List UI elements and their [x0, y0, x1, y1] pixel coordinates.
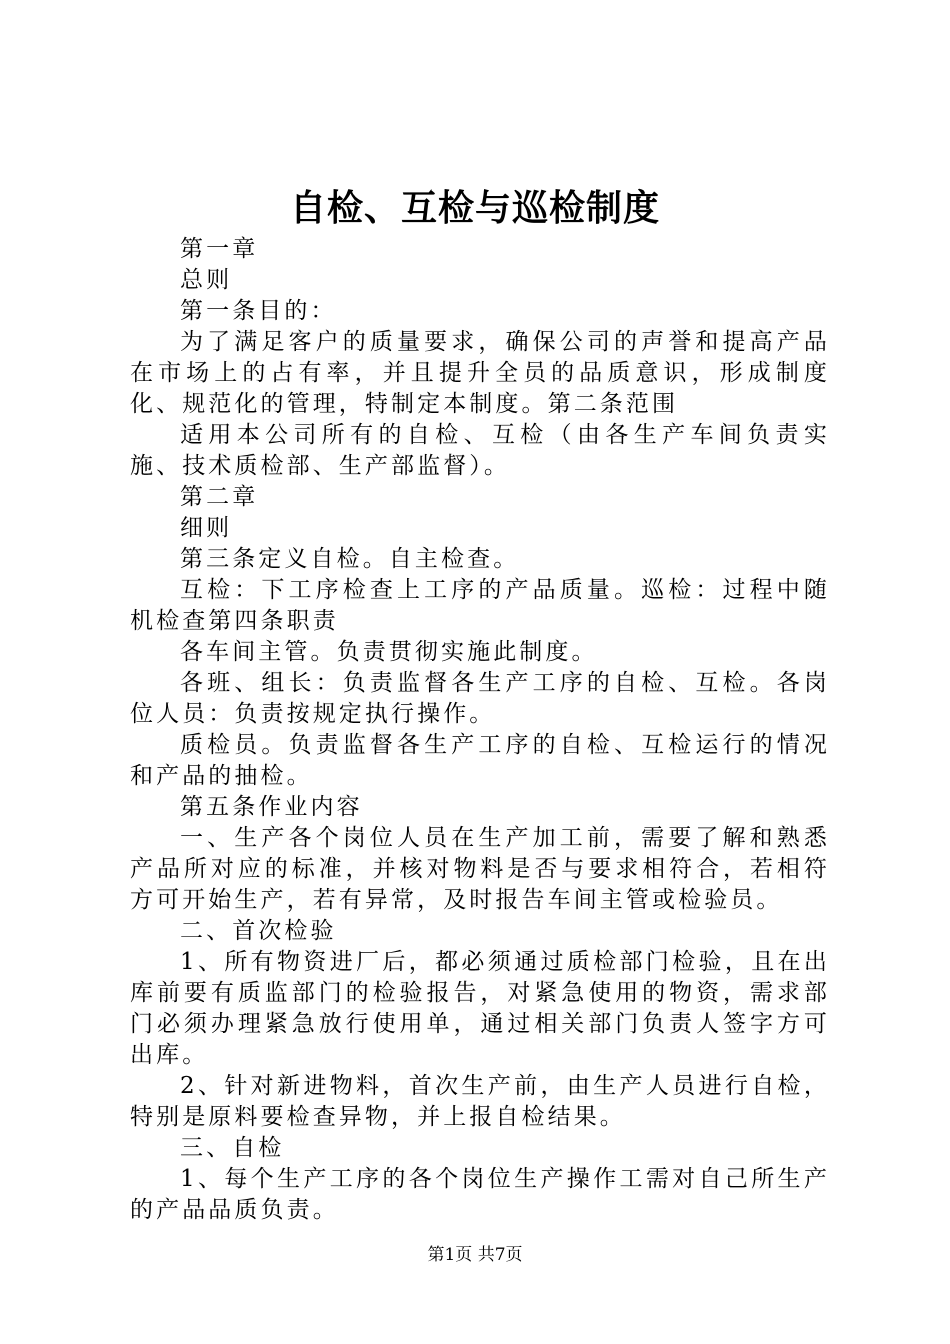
paragraph: 第三条定义自检。自主检查。	[180, 546, 520, 572]
article-heading: 第五条作业内容	[180, 794, 363, 820]
chapter-subheading: 细则	[180, 515, 233, 541]
paragraph: 一、生产各个岗位人员在生产加工前，需要了解和熟悉产品所对应的标准，并核对物料是否与要求相符合，若相符方可开始生产，若有异常，及时报告车间主管或检验员。	[130, 825, 830, 913]
paragraph: 互检：下工序检查上工序的产品质量。巡检：过程中随机检查第四条职责	[130, 577, 830, 634]
chapter-heading: 第一章	[180, 236, 259, 262]
paragraph: 1、每个生产工序的各个岗位生产操作工需对自己所生产的产品品质负责。	[130, 1166, 830, 1223]
chapter-subheading: 总则	[180, 267, 233, 293]
paragraph: 2、针对新进物料，首次生产前，由生产人员进行自检，特别是原料要检查异物，并上报自检结果。	[130, 1073, 830, 1130]
section-heading: 三、自检	[180, 1135, 285, 1161]
paragraph: 各车间主管。负责贯彻实施此制度。	[180, 639, 598, 665]
paragraph: 适用本公司所有的自检、互检（由各生产车间负责实施、技术质检部、生产部监督）。	[130, 422, 830, 479]
paragraph: 1、所有物资进厂后，都必须通过质检部门检验，且在出库前要有质监部门的检验报告，对紧急使用的物资，需求部门必须办理紧急放行使用单，通过相关部门负责人签字方可出库。	[130, 949, 830, 1068]
paragraph: 为了满足客户的质量要求，确保公司的声誉和提高产品在市场上的占有率，并且提升全员的品质意识，形成制度化、规范化的管理，特制定本制度。第二条范围	[130, 329, 830, 417]
document-body	[130, 234, 830, 1226]
document-title: 自检、互检与巡检制度	[289, 187, 660, 229]
paragraph: 质检员。负责监督各生产工序的自检、互检运行的情况和产品的抽检。	[130, 732, 830, 789]
chapter-heading: 第二章	[180, 484, 259, 510]
paragraph: 各班、组长：负责监督各生产工序的自检、互检。各岗位人员：负责按规定执行操作。	[130, 670, 830, 727]
page-footer: 第1页 共7页	[427, 1245, 523, 1265]
section-heading: 二、首次检验	[180, 918, 337, 944]
article-heading: 第一条目的：	[180, 298, 337, 324]
